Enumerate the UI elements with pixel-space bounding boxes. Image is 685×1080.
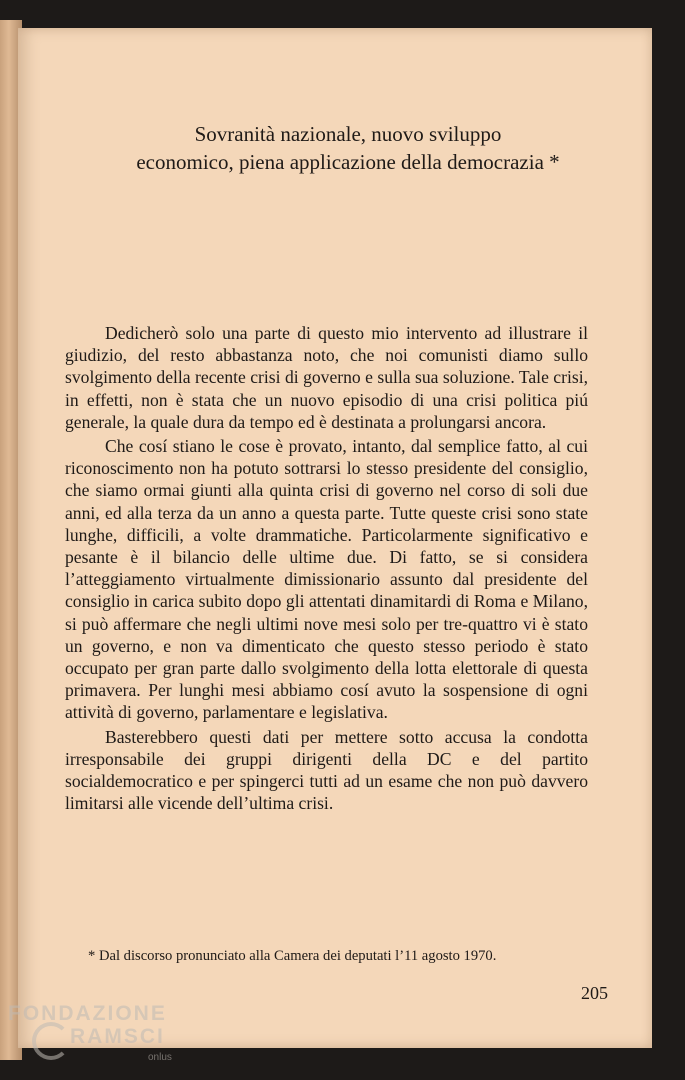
chapter-title-line-2: economico, piena applicazione della democrazia * (136, 150, 560, 174)
page-number: 205 (581, 983, 608, 1003)
watermark-onlus: onlus (148, 1052, 172, 1063)
watermark-line-1: FONDAZIONE (8, 1002, 167, 1025)
chapter-title (78, 120, 618, 176)
chapter-title-line-1: Sovranità nazionale, nuovo sviluppo (194, 122, 502, 146)
body-text (65, 322, 588, 814)
book-page (18, 28, 652, 1048)
paragraph-1: Dedicherò solo una parte di questo mio intervento ad illustrare il giudizio, del resto abbastanza noto, che noi comunisti diamo sullo svolgimento della recente crisi di governo e sulla sua soluzione. Tale crisi, in effetti, non è stata che un nuovo episodio di una crisi politica piú generale, la quale dura da tempo ed è destinata a prolungarsi ancora. (65, 323, 588, 432)
paragraph-2: Che cosí stiano le cose è provato, intanto, dal semplice fatto, al cui riconoscimento non ha potuto sottrarsi lo stesso presidente del consiglio, che siamo ormai giunti alla quinta crisi di governo nel corso di soli due anni, ed alla terza da un anno a questa parte. Tutte queste crisi sono state lunghe, difficili, a volte drammatiche. Particolarmente significativo e pesante è il bilancio delle ultime due. Di fatto, se si considera l’atteggiamento virtualmente dimissionario assunto dal presidente del consiglio in carica subito dopo gli attentati dinamitardi di Roma e Milano, si può affermare che negli ultimi nove mesi solo per tre-quattro vi è stato un governo, e non va dimenticato che questo stesso periodo è stato occupato per gran parte dallo svolgimento della lotta elettorale di questa primavera. Per lunghi mesi abbiamo cosí avuto la sospensione di ogni attività di governo, parlamentare e legislativa. (65, 436, 588, 723)
paragraph-3: Basterebbero questi dati per mettere sotto accusa la condotta irresponsabile dei gruppi dirigenti della DC e del partito socialdemocratico e per spingerci tutti ad un esame che non può davvero limitarsi alle vicende dell’ultima crisi. (65, 726, 588, 814)
watermark-line-2: RAMSCI (70, 1025, 165, 1048)
footnote: * Dal discorso pronunciato alla Camera dei deputati l’11 agosto 1970. (88, 948, 497, 964)
watermark-g-logo-icon (32, 1022, 70, 1060)
fondazione-gramsci-watermark (6, 1002, 186, 1072)
